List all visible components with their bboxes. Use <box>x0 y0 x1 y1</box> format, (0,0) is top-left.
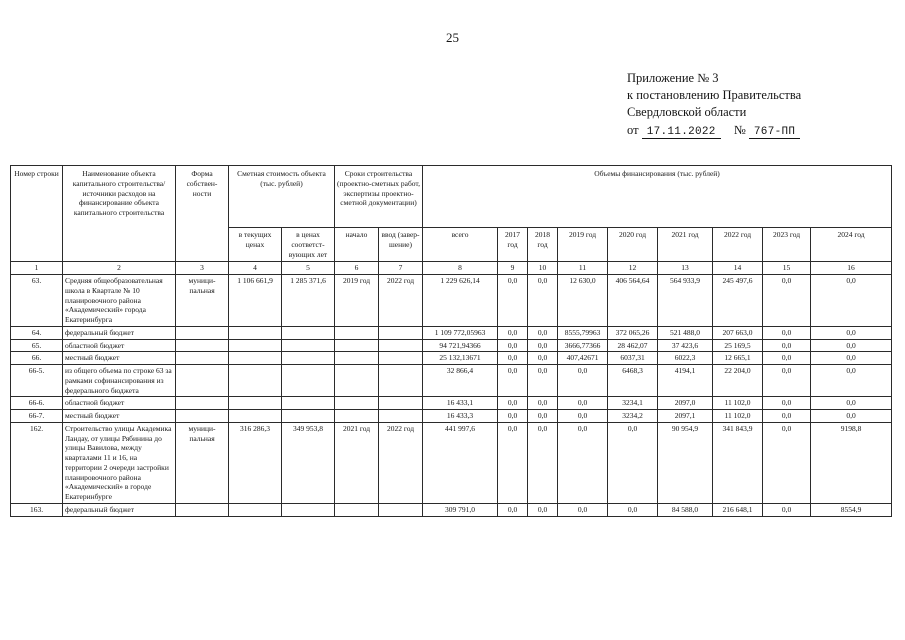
cell-year-2024: 0,0 <box>811 326 892 339</box>
column-number: 11 <box>558 262 608 275</box>
cell-year-2022: 11 102,0 <box>713 397 763 410</box>
cell-year-2024: 0,0 <box>811 352 892 365</box>
header-year-2024: 2024 год <box>811 228 892 262</box>
cell-start <box>335 326 379 339</box>
cell-total: 1 109 772,05963 <box>423 326 498 339</box>
table-row <box>11 275 892 327</box>
cell-cost-years <box>282 365 335 397</box>
appendix-line-2: к постановлению Правительства <box>627 88 802 102</box>
cell-end: 2022 год <box>379 422 423 503</box>
cell-object-name: из общего объема по строке 63 за рамками софинансирования из федерального бюджета <box>63 365 176 397</box>
cell-object-name: местный бюджет <box>63 352 176 365</box>
cell-year-2021: 37 423,6 <box>658 339 713 352</box>
header-construction-period: Сроки строительства (проектно-сметных работ, экспертизы проектно-сметной документации) <box>335 166 423 228</box>
cell-row-number: 63. <box>11 275 63 327</box>
cell-cost-current <box>229 352 282 365</box>
cell-year-2021: 90 954,9 <box>658 422 713 503</box>
cell-row-number: 66-7. <box>11 410 63 423</box>
appendix-date: 17.11.2022 <box>642 126 721 139</box>
cell-year-2023: 0,0 <box>763 275 811 327</box>
cell-year-2023: 0,0 <box>763 422 811 503</box>
cell-total: 94 721,94366 <box>423 339 498 352</box>
cell-ownership <box>176 410 229 423</box>
cell-cost-years: 349 953,8 <box>282 422 335 503</box>
cell-cost-current: 1 106 661,9 <box>229 275 282 327</box>
header-row-top <box>11 166 892 228</box>
cell-start <box>335 397 379 410</box>
cell-year-2018: 0,0 <box>528 275 558 327</box>
table-row <box>11 339 892 352</box>
cell-year-2017: 0,0 <box>498 275 528 327</box>
cell-year-2024: 0,0 <box>811 365 892 397</box>
table-row <box>11 352 892 365</box>
cell-year-2017: 0,0 <box>498 410 528 423</box>
cell-row-number: 163. <box>11 503 63 516</box>
header-year-2019: 2019 год <box>558 228 608 262</box>
cell-year-2020: 0,0 <box>608 503 658 516</box>
cell-row-number: 162. <box>11 422 63 503</box>
cell-start: 2019 год <box>335 275 379 327</box>
column-number: 6 <box>335 262 379 275</box>
cell-cost-current <box>229 339 282 352</box>
cell-year-2023: 0,0 <box>763 326 811 339</box>
cell-year-2022: 11 102,0 <box>713 410 763 423</box>
cell-cost-current <box>229 503 282 516</box>
cell-object-name: Строительство улицы Академика Ландау, от улицы Рябинина до улицы Вавилова, между кварталами 11 и 16, на территории 2 очереди застройки планировочного района «Академический» в городе Екатеринбурге <box>63 422 176 503</box>
cell-ownership <box>176 397 229 410</box>
cell-start <box>335 365 379 397</box>
cell-year-2024: 0,0 <box>811 339 892 352</box>
cell-year-2017: 0,0 <box>498 365 528 397</box>
cell-year-2018: 0,0 <box>528 352 558 365</box>
cell-year-2021: 521 488,0 <box>658 326 713 339</box>
cell-year-2021: 84 588,0 <box>658 503 713 516</box>
appendix-line-3: Свердловской области <box>627 105 747 119</box>
cell-year-2017: 0,0 <box>498 422 528 503</box>
cell-year-2019: 12 630,0 <box>558 275 608 327</box>
header-row-number: Номер строки <box>11 166 63 262</box>
cell-total: 16 433,3 <box>423 410 498 423</box>
cell-row-number: 66. <box>11 352 63 365</box>
cell-row-number: 66-5. <box>11 365 63 397</box>
cell-ownership <box>176 339 229 352</box>
table-row <box>11 397 892 410</box>
cell-year-2022: 25 169,5 <box>713 339 763 352</box>
cell-year-2020: 406 564,64 <box>608 275 658 327</box>
cell-year-2023: 0,0 <box>763 397 811 410</box>
table-row <box>11 422 892 503</box>
table-row <box>11 503 892 516</box>
cell-cost-current <box>229 397 282 410</box>
header-year-2021: 2021 год <box>658 228 713 262</box>
cell-year-2022: 22 204,0 <box>713 365 763 397</box>
cell-year-2024: 0,0 <box>811 275 892 327</box>
cell-end <box>379 352 423 365</box>
cell-start: 2021 год <box>335 422 379 503</box>
cell-year-2019: 3666,77366 <box>558 339 608 352</box>
cell-year-2018: 0,0 <box>528 410 558 423</box>
cell-year-2022: 207 663,0 <box>713 326 763 339</box>
column-number: 4 <box>229 262 282 275</box>
header-total: всего <box>423 228 498 262</box>
cell-year-2020: 3234,1 <box>608 397 658 410</box>
cell-ownership <box>176 503 229 516</box>
column-number: 1 <box>11 262 63 275</box>
cell-year-2018: 0,0 <box>528 422 558 503</box>
cell-row-number: 64. <box>11 326 63 339</box>
cell-end <box>379 503 423 516</box>
header-object-name: Наименование объекта капитального строительства/источники расходов на финансирование объекта капитального строительства <box>63 166 176 262</box>
cell-year-2020: 0,0 <box>608 422 658 503</box>
header-financing: Объемы финансирования (тыс. рублей) <box>423 166 892 228</box>
cell-total: 25 132,13671 <box>423 352 498 365</box>
cell-year-2020: 6037,31 <box>608 352 658 365</box>
cell-object-name: федеральный бюджет <box>63 326 176 339</box>
header-year-2020: 2020 год <box>608 228 658 262</box>
cell-year-2019: 8555,79963 <box>558 326 608 339</box>
header-year-2017: 2017 год <box>498 228 528 262</box>
cell-year-2023: 0,0 <box>763 339 811 352</box>
column-number: 13 <box>658 262 713 275</box>
header-ownership: Форма собствен-ности <box>176 166 229 262</box>
cell-row-number: 66-6. <box>11 397 63 410</box>
appendix-doc-number: 767-ПП <box>749 126 800 139</box>
cell-cost-years <box>282 410 335 423</box>
cell-cost-current <box>229 365 282 397</box>
cell-total: 309 791,0 <box>423 503 498 516</box>
page-number: 25 <box>446 30 459 45</box>
cell-year-2017: 0,0 <box>498 352 528 365</box>
appendix-from-label: от <box>627 123 639 137</box>
header-start: начало <box>335 228 379 262</box>
table-row <box>11 326 892 339</box>
cell-cost-years <box>282 352 335 365</box>
cell-total: 32 866,4 <box>423 365 498 397</box>
cell-year-2021: 4194,1 <box>658 365 713 397</box>
cell-year-2018: 0,0 <box>528 365 558 397</box>
cell-year-2017: 0,0 <box>498 397 528 410</box>
cell-row-number: 65. <box>11 339 63 352</box>
appendix-line-4 <box>627 122 801 140</box>
cell-year-2019: 0,0 <box>558 422 608 503</box>
cell-ownership: муници-пальная <box>176 422 229 503</box>
column-number: 15 <box>763 262 811 275</box>
column-number: 12 <box>608 262 658 275</box>
column-number: 10 <box>528 262 558 275</box>
column-number-row <box>11 262 892 275</box>
cell-cost-current: 316 286,3 <box>229 422 282 503</box>
cell-year-2019: 0,0 <box>558 397 608 410</box>
cell-object-name: Средняя общеобразовательная школа в Квартале № 10 планировочного района «Академический» города Екатеринбурга <box>63 275 176 327</box>
cell-year-2022: 245 497,6 <box>713 275 763 327</box>
cell-year-2024: 0,0 <box>811 397 892 410</box>
cell-year-2019: 0,0 <box>558 365 608 397</box>
cell-year-2021: 6022,3 <box>658 352 713 365</box>
cell-total: 441 997,6 <box>423 422 498 503</box>
cell-object-name: федеральный бюджет <box>63 503 176 516</box>
cell-end <box>379 339 423 352</box>
appendix-block <box>627 70 801 140</box>
financing-table <box>10 165 892 517</box>
column-number: 14 <box>713 262 763 275</box>
cell-start <box>335 410 379 423</box>
appendix-number-label: № <box>733 123 746 137</box>
appendix-line-1: Приложение № 3 <box>627 71 719 85</box>
cell-year-2021: 2097,1 <box>658 410 713 423</box>
cell-ownership <box>176 365 229 397</box>
cell-year-2024: 9198,8 <box>811 422 892 503</box>
cell-year-2018: 0,0 <box>528 339 558 352</box>
cell-year-2017: 0,0 <box>498 503 528 516</box>
cell-year-2024: 0,0 <box>811 410 892 423</box>
cell-cost-years <box>282 339 335 352</box>
cell-year-2021: 564 933,9 <box>658 275 713 327</box>
cell-year-2017: 0,0 <box>498 339 528 352</box>
table-row <box>11 365 892 397</box>
header-year-2022: 2022 год <box>713 228 763 262</box>
column-number: 2 <box>63 262 176 275</box>
cell-year-2020: 3234,2 <box>608 410 658 423</box>
cell-year-2017: 0,0 <box>498 326 528 339</box>
cell-year-2018: 0,0 <box>528 326 558 339</box>
cell-year-2020: 6468,3 <box>608 365 658 397</box>
header-corresponding-years: в ценах соответст-вующих лет <box>282 228 335 262</box>
cell-cost-years <box>282 326 335 339</box>
cell-year-2020: 372 065,26 <box>608 326 658 339</box>
cell-year-2023: 0,0 <box>763 503 811 516</box>
column-number: 3 <box>176 262 229 275</box>
cell-year-2024: 8554,9 <box>811 503 892 516</box>
cell-cost-current <box>229 326 282 339</box>
cell-end <box>379 365 423 397</box>
cell-cost-years: 1 285 371,6 <box>282 275 335 327</box>
cell-year-2019: 0,0 <box>558 410 608 423</box>
cell-object-name: областной бюджет <box>63 339 176 352</box>
cell-object-name: местный бюджет <box>63 410 176 423</box>
header-estimated-cost: Сметная стоимость объекта (тыс. рублей) <box>229 166 335 228</box>
cell-object-name: областной бюджет <box>63 397 176 410</box>
table-row <box>11 410 892 423</box>
column-number: 7 <box>379 262 423 275</box>
cell-year-2022: 216 648,1 <box>713 503 763 516</box>
cell-year-2021: 2097,0 <box>658 397 713 410</box>
cell-year-2018: 0,0 <box>528 397 558 410</box>
cell-start <box>335 339 379 352</box>
cell-year-2018: 0,0 <box>528 503 558 516</box>
header-year-2023: 2023 год <box>763 228 811 262</box>
header-current-prices: в текущих ценах <box>229 228 282 262</box>
cell-start <box>335 352 379 365</box>
column-number: 9 <box>498 262 528 275</box>
cell-year-2019: 407,42671 <box>558 352 608 365</box>
cell-ownership: муници-пальная <box>176 275 229 327</box>
cell-end <box>379 397 423 410</box>
cell-year-2020: 28 462,07 <box>608 339 658 352</box>
cell-year-2022: 341 843,9 <box>713 422 763 503</box>
cell-end <box>379 410 423 423</box>
column-number: 16 <box>811 262 892 275</box>
cell-cost-years <box>282 503 335 516</box>
cell-ownership <box>176 352 229 365</box>
cell-year-2022: 12 665,1 <box>713 352 763 365</box>
column-number: 5 <box>282 262 335 275</box>
cell-year-2023: 0,0 <box>763 410 811 423</box>
header-completion: ввод (завер-шение) <box>379 228 423 262</box>
header-year-2018: 2018 год <box>528 228 558 262</box>
cell-cost-years <box>282 397 335 410</box>
cell-ownership <box>176 326 229 339</box>
cell-end: 2022 год <box>379 275 423 327</box>
column-number: 8 <box>423 262 498 275</box>
cell-year-2019: 0,0 <box>558 503 608 516</box>
cell-total: 1 229 626,14 <box>423 275 498 327</box>
cell-year-2023: 0,0 <box>763 352 811 365</box>
cell-total: 16 433,1 <box>423 397 498 410</box>
cell-end <box>379 326 423 339</box>
cell-start <box>335 503 379 516</box>
cell-year-2023: 0,0 <box>763 365 811 397</box>
cell-cost-current <box>229 410 282 423</box>
